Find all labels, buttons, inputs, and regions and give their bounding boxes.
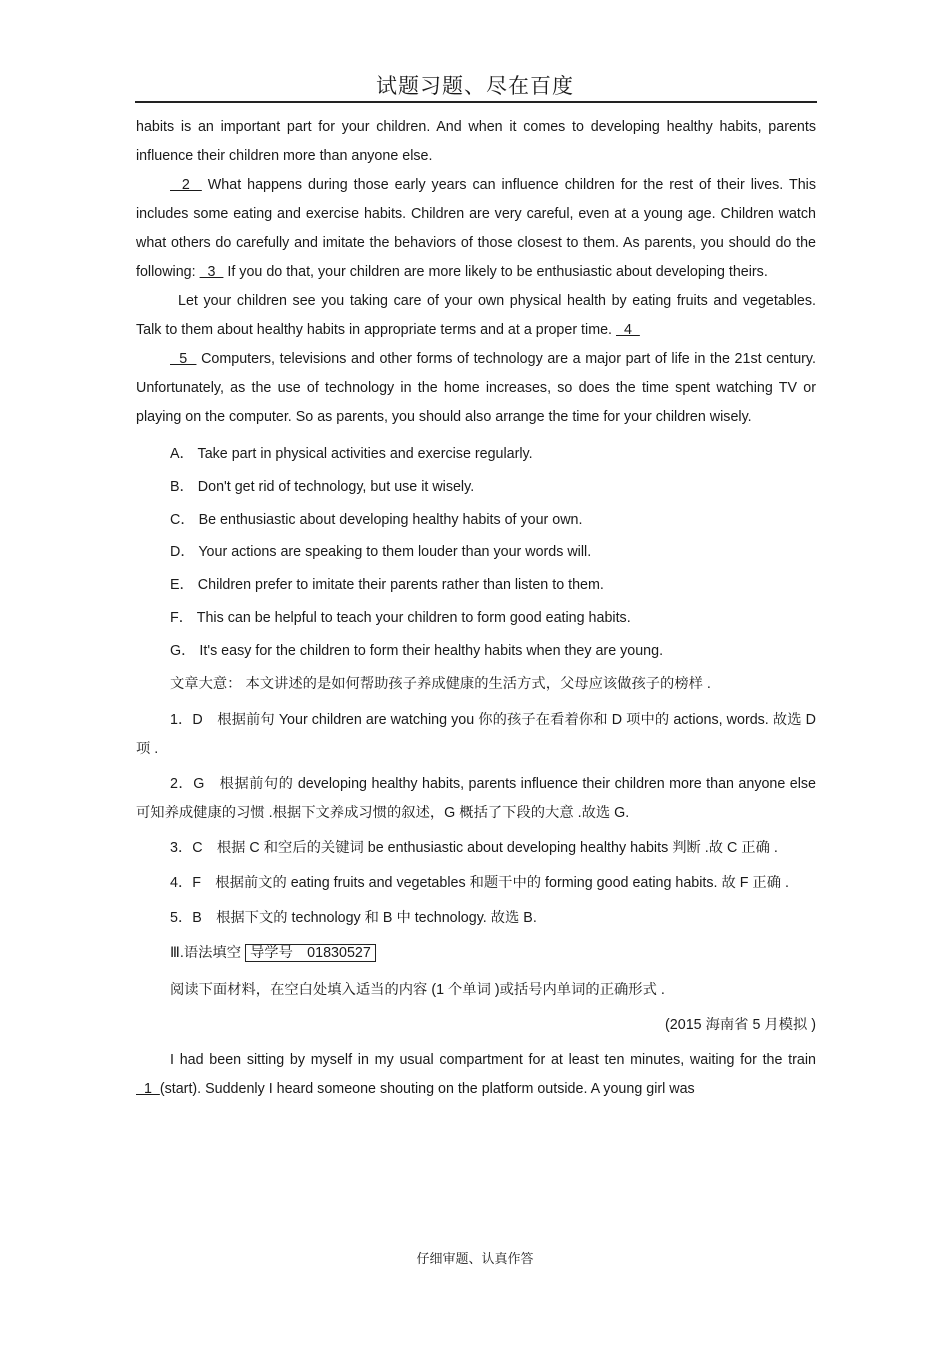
blank-2: 2 <box>170 177 202 193</box>
passage-paragraph-3-text: Let your children see you taking care of your own physical health by eating fruits and vegetables. Talk to them about healthy habits in appropriate terms and at a proper time. <box>136 293 816 338</box>
passage-paragraph-2-tail: If you do that, your children are more likely to be enthusiastic about developing theirs. <box>223 264 768 280</box>
answer-4: 4．F 根据前文的 eating fruits and vegetables 和题干中的 forming good eating habits. 故 F 正确 . <box>170 875 789 892</box>
summary: 文章大意： 本文讲述的是如何帮助孩子养成健康的生活方式，父母应该做孩子的榜样 . <box>170 675 711 692</box>
options-list <box>136 438 816 668</box>
answer-5: 5．B 根据下文的 technology 和 B 中 technology. 故选 B. <box>170 910 537 927</box>
passage-paragraph-4-text: Computers, televisions and other forms of technology are a major part of life in the 21st century. Unfortunately, as the use of technology in the home increases, so does the time spent watching TV or playing on the computer. So as parents, you should also arrange the time for your children wisely. <box>136 351 816 425</box>
option-e: E． Children prefer to imitate their parents rather than listen to them. <box>170 577 604 594</box>
blank-5: 5 <box>170 351 197 367</box>
page-footer: 仔细审题、认真作答 <box>416 1252 534 1267</box>
blank-3: 3 <box>199 264 224 280</box>
passage-paragraph-3 <box>136 287 816 345</box>
document-body <box>136 113 816 1104</box>
option-d: D． Your actions are speaking to them louder than your words will. <box>170 544 592 561</box>
source-note: (2015 海南省 5 月模拟 ) <box>665 1017 816 1034</box>
grammar-blank-1: 1 <box>136 1081 160 1098</box>
passage-paragraph-1: habits is an important part for your children. And when it comes to developing healthy habits, parents influence their children more than anyone else. <box>136 119 816 164</box>
grammar-text-a: I had been sitting by myself in my usual compartment for at least ten minutes, waiting for the train <box>170 1052 816 1069</box>
guide-number-box: 导学号 01830527 <box>245 944 376 962</box>
passage-paragraph-2 <box>136 171 816 287</box>
section-label: Ⅲ.语法填空 <box>170 945 245 962</box>
passage-paragraph-4 <box>136 345 816 432</box>
option-c: C． Be enthusiastic about developing healthy habits of your own. <box>170 511 583 528</box>
answer-2: 2．G 根据前句的 developing healthy habits, parents influence their children more than anyone else 可知养成健康的习惯 .根据下文养成习惯的叙述，G 概括了下段的大意 .故选 G. <box>136 776 816 822</box>
option-g: G． It's easy for the children to form their healthy habits when they are young. <box>170 642 664 659</box>
grammar-text-b: (start). Suddenly I heard someone shouting on the platform outside. A young girl was <box>159 1081 695 1098</box>
option-f: F． This can be helpful to teach your children to form good eating habits. <box>170 609 631 626</box>
passage-paragraph-2-text: What happens during those early years can influence children for the rest of their lives. This includes some eating and exercise habits. Children are very careful, even at a young age. Children watch what others do carefully and imitate the behaviors of those closest to them. As parents, you should do the following: <box>136 177 816 280</box>
option-b: B． Don't get rid of technology, but use it wisely. <box>170 478 475 495</box>
grammar-passage <box>136 1046 816 1104</box>
option-a: A． Take part in physical activities and exercise regularly. <box>170 446 533 462</box>
section-instruction: 阅读下面材料，在空白处填入适当的内容 (1 个单词 )或括号内单词的正确形式 . <box>170 982 665 999</box>
answer-1: 1．D 根据前句 Your children are watching you 你的孩子在看着你和 D 项中的 actions, words. 故选 D 项 . <box>136 712 816 758</box>
page-header-title: 试题习题、尽在百度 <box>376 74 574 98</box>
blank-4: 4 <box>616 322 640 338</box>
section-heading <box>136 939 816 968</box>
answer-3: 3．C 根据 C 和空后的关键词 be enthusiastic about developing healthy habits 判断 .故 C 正确 . <box>170 840 778 857</box>
header-divider <box>135 101 817 103</box>
